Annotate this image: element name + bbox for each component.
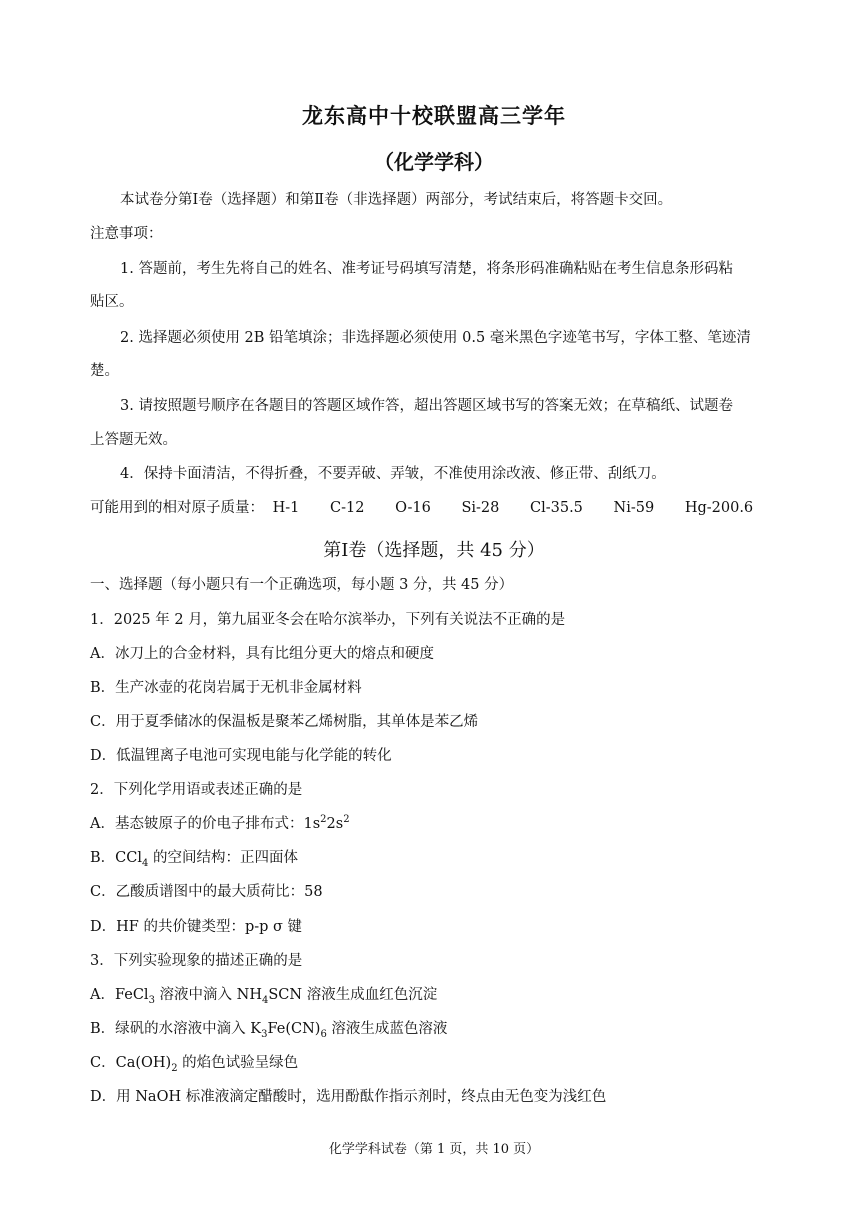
note-2-line-2: 楚。 — [90, 363, 119, 379]
question-2-option-a: A．基态铍原子的价电子排布式：$1s^22s^2$ — [90, 814, 350, 832]
question-1-option-a: A．冰刀上的合金材料，具有比组分更大的熔点和硬度 — [90, 646, 434, 662]
question-3-stem: 3．下列实验现象的描述正确的是 — [90, 953, 303, 969]
atomic-mass-item: Cl-35.5 — [529, 500, 583, 516]
question-1-option-d: D．低温锂离子电池可实现电能与化学能的转化 — [90, 748, 392, 764]
question-1-option-b: B．生产冰壶的花岗岩属于无机非金属材料 — [90, 680, 362, 696]
note-4: 4．保持卡面清洁，不得折叠，不要弄破、弄皱，不准使用涂改液、修正带、刮纸刀。 — [120, 466, 666, 482]
section-title: 第Ⅰ卷（选择题，共 45 分） — [323, 540, 545, 561]
question-1-stem: 1．2025 年 2 月，第九届亚冬会在哈尔滨举办，下列有关说法不正确的是 — [90, 612, 566, 628]
exam-subject: （化学学科） — [374, 150, 494, 174]
note-1-line-1: 1. 答题前，考生先将自己的姓名、准考证号码填写清楚，将条形码准确粘贴在考生信息条形码粘 — [120, 261, 733, 277]
section-instructions: 一、选择题（每小题只有一个正确选项，每小题 3 分，共 45 分） — [90, 577, 514, 593]
atomic-mass-item: C-12 — [330, 500, 365, 516]
atomic-mass-item: O-16 — [395, 500, 431, 516]
atomic-mass-line — [90, 496, 779, 517]
note-1-line-2: 贴区。 — [90, 294, 134, 310]
exam-title: 龙东高中十校联盟高三学年 — [302, 103, 566, 128]
question-2-option-c: C．乙酸质谱图中的最大质荷比：58 — [90, 884, 323, 900]
intro-text: 本试卷分第Ⅰ卷（选择题）和第Ⅱ卷（非选择题）两部分，考试结束后，将答题卡交回。 — [120, 192, 673, 208]
atomic-mass-item: Ni-59 — [613, 500, 655, 516]
question-2-option-b: B．CCl$_4$ 的空间结构：正四面体 — [90, 850, 298, 869]
note-3-line-1: 3. 请按照题号顺序在各题目的答题区域作答，超出答题区域书写的答案无效；在草稿纸、试题卷 — [120, 398, 733, 414]
atomic-mass-label: 可能用到的相对原子质量： — [90, 500, 264, 516]
note-2-line-1: 2. 选择题必须使用 2B 铅笔填涂；非选择题必须使用 0.5 毫米黑色字迹笔书写，字体工整、笔迹清 — [120, 330, 751, 346]
atomic-mass-item: Hg-200.6 — [684, 500, 754, 516]
question-3-option-c: C．$Ca(OH)_2$ 的焰色试验呈绿色 — [90, 1055, 299, 1074]
atomic-mass-item: Si-28 — [461, 500, 500, 516]
note-3-line-2: 上答题无效。 — [90, 432, 177, 448]
question-3-option-a: A．FeCl$_3$ 溶液中滴入 $NH_4SCN$ 溶液生成血红色沉淀 — [90, 987, 438, 1006]
page-footer: 化学学科试卷（第 1 页，共 10 页） — [328, 1142, 540, 1157]
question-2-stem: 2．下列化学用语或表述正确的是 — [90, 782, 303, 798]
question-2-option-d: D．HF 的共价键类型：p-p σ 键 — [90, 919, 303, 935]
question-1-option-c: C．用于夏季储冰的保温板是聚苯乙烯树脂，其单体是苯乙烯 — [90, 714, 479, 730]
notes-heading: 注意事项： — [90, 226, 163, 242]
atomic-mass-item: H-1 — [272, 500, 300, 516]
question-3-option-d: D．用 NaOH 标准液滴定醋酸时，选用酚酞作指示剂时，终点由无色变为浅红色 — [90, 1089, 607, 1105]
question-3-option-b: B．绿矾的水溶液中滴入 $K_3Fe(CN)_6$ 溶液生成蓝色溶液 — [90, 1021, 448, 1040]
